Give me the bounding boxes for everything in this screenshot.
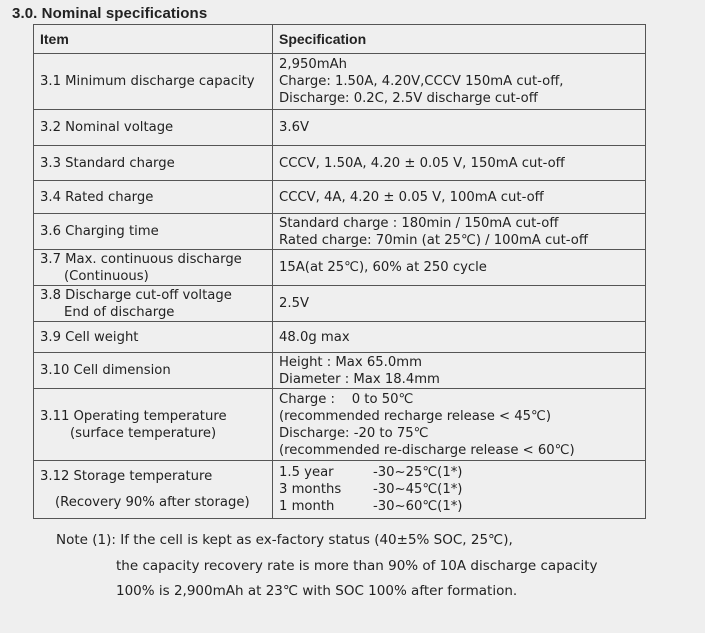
spec-cell <box>273 286 646 322</box>
item-text: 3.1 Minimum discharge capacity <box>40 74 255 89</box>
table-row <box>34 110 646 146</box>
item-text: 3.2 Nominal voltage <box>40 120 174 135</box>
spec-cell <box>273 389 646 461</box>
table-row <box>34 214 646 250</box>
spec-cell <box>273 181 646 214</box>
item-cell <box>34 286 273 322</box>
table-row <box>34 389 646 461</box>
spec-cell <box>273 54 646 110</box>
item-text: 3.4 Rated charge <box>40 189 154 205</box>
spec-cell <box>273 250 646 286</box>
footnote-line: Note (1): If the cell is kept as ex-factory status (40±5% SOC, 25℃), <box>56 532 513 548</box>
storage-range: -30~25℃(1*) <box>373 465 463 480</box>
spec-cell <box>273 322 646 353</box>
spec-text: CCCV, 1.50A, 4.20 ± 0.05 V, 150mA cut-off <box>279 155 565 171</box>
spec-text: Discharge: -20 to 75℃ <box>279 425 429 441</box>
storage-period: 1.5 year <box>279 465 334 480</box>
storage-range: -30~45℃(1*) <box>373 482 463 497</box>
item-text: 3.11 Operating temperature <box>40 408 227 424</box>
item-text: 3.8 Discharge cut-off voltage <box>40 287 232 303</box>
table-row <box>34 54 646 110</box>
table-row <box>34 322 646 353</box>
item-subtext: End of discharge <box>64 304 175 320</box>
item-text: 3.7 Max. continuous discharge <box>40 251 242 267</box>
spec-text: 2,950mAh <box>279 57 347 72</box>
spec-cell <box>273 214 646 250</box>
spec-text: 48.0g max <box>279 329 350 345</box>
item-text: 3.6 Charging time <box>40 224 159 239</box>
table-row <box>34 181 646 214</box>
storage-row <box>279 481 639 498</box>
header-item: Item <box>34 25 273 54</box>
footnote-line: the capacity recovery rate is more than 90% of 10A discharge capacity <box>116 557 598 574</box>
spec-text: 3.6V <box>279 120 309 135</box>
item-cell <box>34 54 273 110</box>
header-specification: Specification <box>273 25 646 54</box>
item-cell <box>34 146 273 181</box>
item-cell <box>34 250 273 286</box>
spec-text: Charge : 0 to 50℃ <box>279 391 414 407</box>
footnote-line: 100% is 2,900mAh at 23℃ with SOC 100% after formation. <box>116 583 518 599</box>
spec-text: 2.5V <box>279 296 309 311</box>
spec-text: Charge: 1.50A, 4.20V,CCCV 150mA cut-off, <box>279 74 564 89</box>
section-title: 3.0. Nominal specifications <box>12 5 208 22</box>
item-cell <box>34 461 273 519</box>
item-text: 3.9 Cell weight <box>40 329 139 345</box>
item-cell <box>34 181 273 214</box>
table-header-row <box>34 25 646 54</box>
storage-row <box>279 498 639 515</box>
table-row <box>34 286 646 322</box>
table-row <box>34 250 646 286</box>
item-subtext: (Continuous) <box>64 268 149 284</box>
item-text: 3.10 Cell dimension <box>40 363 171 378</box>
spec-text: Height : Max 65.0mm <box>279 354 422 370</box>
spec-cell <box>273 146 646 181</box>
table-row <box>34 461 646 519</box>
footnote <box>56 528 598 605</box>
spec-cell <box>273 461 646 519</box>
table-row <box>34 146 646 181</box>
item-cell <box>34 353 273 389</box>
storage-period: 3 months <box>279 482 342 497</box>
spec-cell <box>273 110 646 146</box>
spec-text: Standard charge : 180min / 150mA cut-off <box>279 215 559 231</box>
spec-text: (recommended recharge release < 45℃) <box>279 408 551 424</box>
spec-text: (recommended re-discharge release < 60℃) <box>279 442 575 458</box>
item-cell <box>34 110 273 146</box>
item-text: 3.3 Standard charge <box>40 155 175 171</box>
spec-text: 15A(at 25℃), 60% at 250 cycle <box>279 260 487 275</box>
storage-row <box>279 464 639 481</box>
item-cell <box>34 389 273 461</box>
storage-period: 1 month <box>279 499 335 514</box>
specifications-table <box>33 24 646 519</box>
spec-text: CCCV, 4A, 4.20 ± 0.05 V, 100mA cut-off <box>279 189 544 205</box>
storage-range: -30~60℃(1*) <box>373 499 463 514</box>
item-subtext: (Recovery 90% after storage) <box>55 495 250 510</box>
item-subtext: (surface temperature) <box>70 425 217 441</box>
item-cell <box>34 322 273 353</box>
item-text: 3.12 Storage temperature <box>40 469 213 484</box>
table-row <box>34 353 646 389</box>
spec-text: Discharge: 0.2C, 2.5V discharge cut-off <box>279 91 538 106</box>
spec-cell <box>273 353 646 389</box>
spec-text: Diameter : Max 18.4mm <box>279 371 440 387</box>
item-cell <box>34 214 273 250</box>
spec-text: Rated charge: 70min (at 25℃) / 100mA cut-off <box>279 232 588 248</box>
